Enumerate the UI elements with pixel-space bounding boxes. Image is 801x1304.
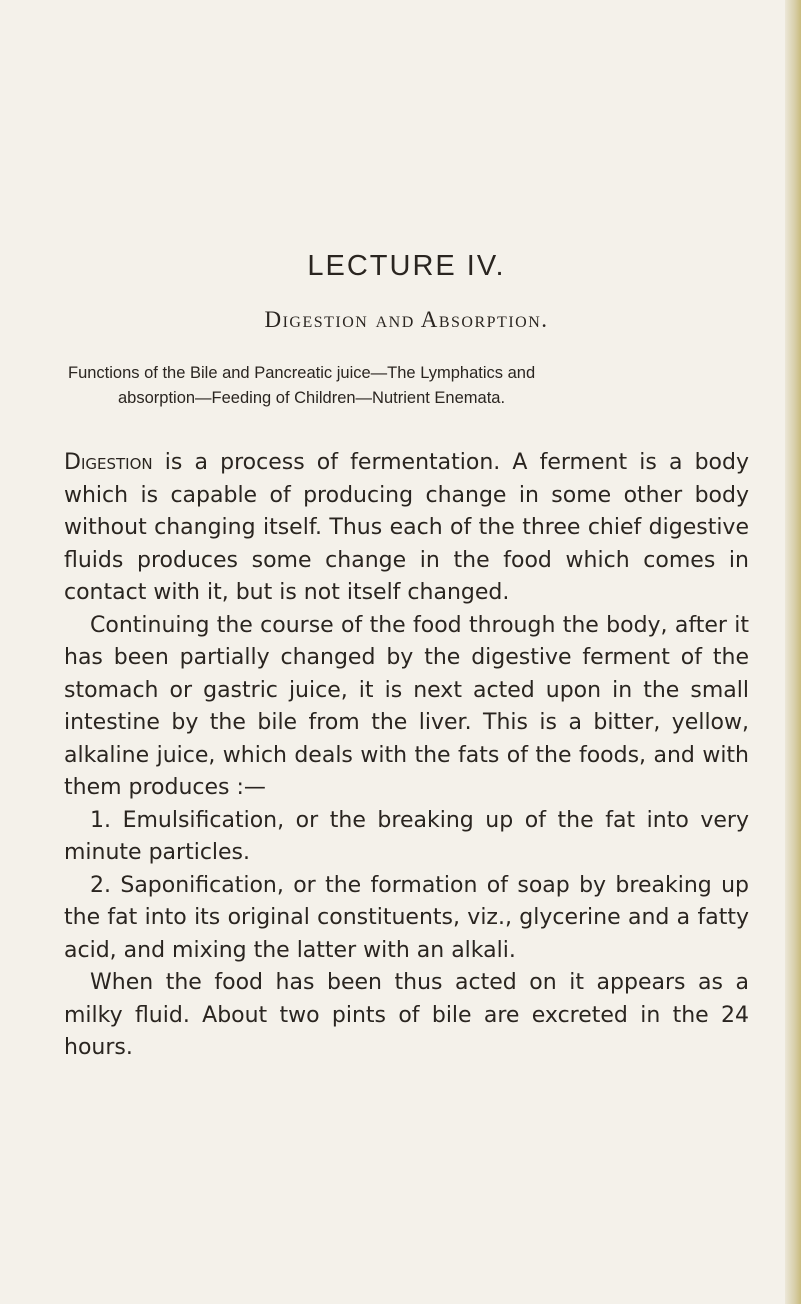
page-edge — [785, 0, 801, 1304]
paragraph-3: When the food has been thus acted on it appears as a milky fluid. About two pints of bile are excreted in the 24 hours. — [64, 970, 749, 1060]
paragraph-1 — [64, 447, 749, 610]
list-item-2 — [64, 870, 749, 968]
paragraph-1-lead-word: Digestion — [64, 450, 153, 475]
list-item-1-number: 1. — [90, 807, 111, 833]
synopsis-line-2: absorption—Feeding of Children—Nutrient Enemata. — [118, 389, 506, 407]
text-block — [64, 250, 749, 1065]
list-item-2-text: Saponification, or the formation of soap by breaking up the fat into its original constituents, viz., glycerine and a fatty acid, and mixing the latter with an alkali. — [64, 872, 749, 963]
list-item-1-text: Emulsification, or the breaking up of the fat into very minute particles. — [64, 807, 749, 865]
lecture-title: LECTURE IV. — [307, 250, 506, 282]
list-item-2-number: 2. — [90, 872, 111, 898]
paragraph-1-text: is a process of fermentation. A ferment is a body which is capable of producing change in some other body without changing itself. Thus each of the three chief digestive fluids produces some change in the food which comes in contact with it, but is not itself changed. — [64, 450, 749, 605]
chapter-title: Digestion and Absorption. — [264, 307, 549, 332]
chapter-synopsis — [64, 361, 749, 411]
list-item-1 — [64, 805, 749, 870]
synopsis-line-1: Functions of the Bile and Pancreatic juice—The Lymphatics and — [68, 364, 536, 382]
paragraph-2: Continuing the course of the food through the body, after it has been partially changed by the digestive ferment of the stomach or gastric juice, it is next acted upon in the small intestine by the bile from the liver. This is a bitter, yellow, alkaline juice, which deals with the fats of the foods, and with them produces :— — [64, 612, 749, 800]
